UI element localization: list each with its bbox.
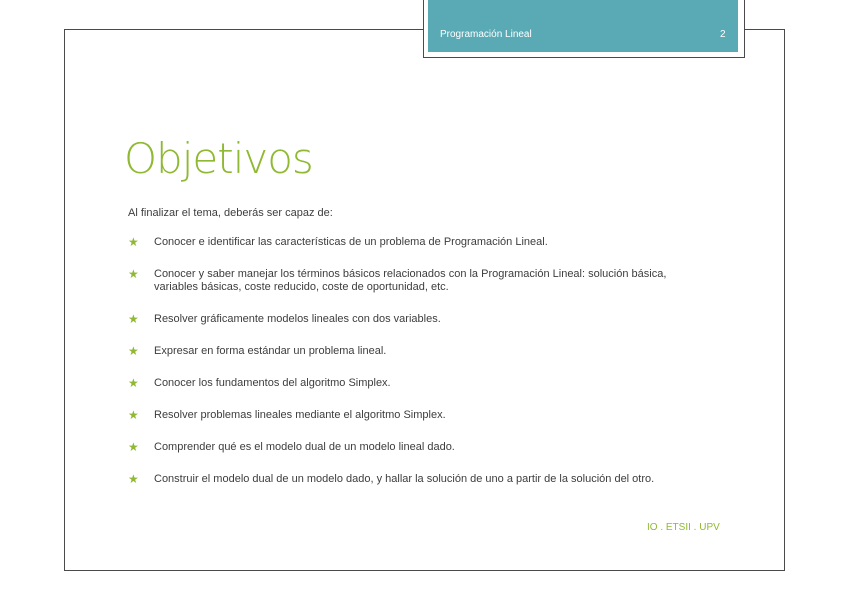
objective-text: Expresar en forma estándar un problema lineal. [154, 345, 387, 357]
star-bullet-icon: ★ [128, 408, 139, 422]
star-bullet-icon: ★ [128, 312, 139, 326]
objective-item [128, 268, 688, 294]
footer-text: IO . ETSII . UPV [647, 522, 720, 533]
star-bullet-icon: ★ [128, 440, 139, 454]
objectives-list [128, 236, 688, 505]
objective-text: Resolver gráficamente modelos lineales con dos variables. [154, 313, 441, 325]
objective-item [128, 473, 688, 486]
star-bullet-icon: ★ [128, 472, 139, 486]
objective-item [128, 345, 688, 358]
star-bullet-icon: ★ [128, 267, 139, 281]
slide-title: Objetivos [124, 134, 313, 183]
header-title: Programación Lineal [440, 29, 532, 40]
header-tab [428, 0, 738, 52]
objective-item [128, 313, 688, 326]
star-bullet-icon: ★ [128, 235, 139, 249]
objective-item [128, 236, 688, 249]
star-bullet-icon: ★ [128, 376, 139, 390]
objective-text: Conocer los fundamentos del algoritmo Simplex. [154, 377, 391, 389]
page-number: 2 [720, 29, 726, 40]
objective-text: Comprender qué es el modelo dual de un modelo lineal dado. [154, 441, 455, 453]
objective-text: Resolver problemas lineales mediante el algoritmo Simplex. [154, 409, 446, 421]
objective-text: Conocer y saber manejar los términos básicos relacionados con la Programación Lineal: solución básica, variables básicas, coste reducido, coste de oportunidad, etc. [154, 268, 667, 293]
star-bullet-icon: ★ [128, 344, 139, 358]
objective-item [128, 441, 688, 454]
objective-item [128, 409, 688, 422]
objective-text: Conocer e identificar las características de un problema de Programación Lineal. [154, 236, 548, 248]
objective-text: Construir el modelo dual de un modelo dado, y hallar la solución de uno a partir de la solución del otro. [154, 473, 655, 485]
objective-item [128, 377, 688, 390]
intro-text: Al finalizar el tema, deberás ser capaz de: [128, 207, 333, 219]
